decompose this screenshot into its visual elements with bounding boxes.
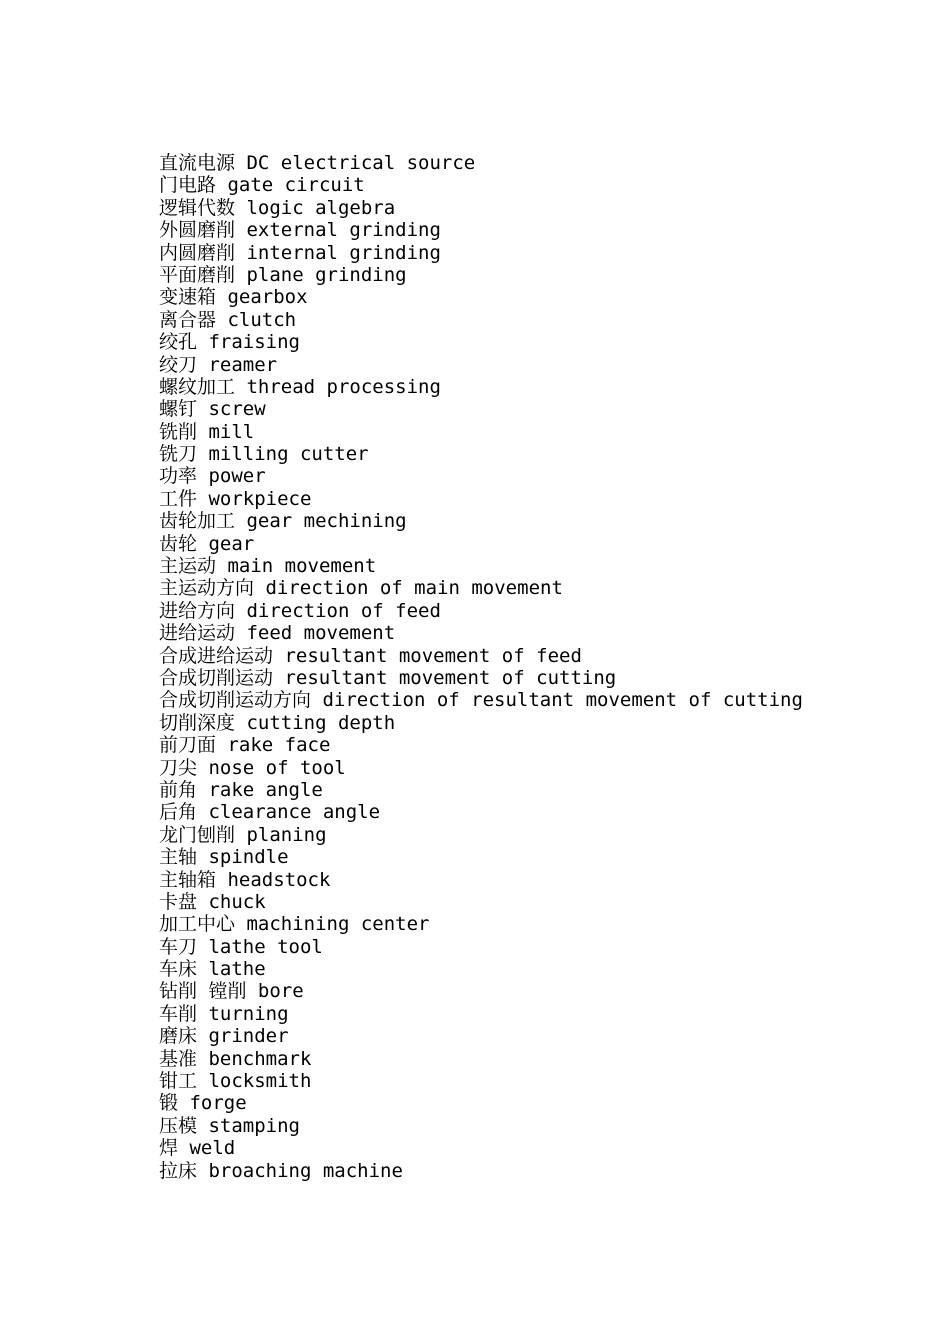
term-english: spindle [208, 846, 289, 869]
term-chinese: 铣削 [159, 420, 198, 443]
glossary-entry [159, 1160, 803, 1182]
glossary-entry [159, 801, 803, 823]
term-english: internal grinding [246, 241, 441, 264]
glossary-entry [159, 286, 803, 308]
glossary-entry [159, 645, 803, 667]
glossary-entry [159, 936, 803, 958]
term-chinese: 主运动 [159, 555, 217, 578]
term-chinese: 刀尖 [159, 756, 198, 779]
term-english: cutting depth [246, 711, 396, 734]
term-english: headstock [227, 868, 331, 891]
glossary-entry [159, 219, 803, 241]
glossary-entry [159, 712, 803, 734]
term-english: logic algebra [246, 196, 396, 219]
term-chinese: 进给运动 [159, 622, 236, 645]
glossary-entry [159, 689, 803, 711]
term-english: gearbox [227, 286, 308, 309]
term-chinese: 螺纹加工 [159, 375, 236, 398]
term-english: milling cutter [208, 443, 369, 466]
term-english: gear [208, 532, 255, 555]
glossary-entry [159, 1003, 803, 1025]
term-english: thread processing [246, 375, 441, 398]
term-chinese: 功率 [159, 465, 198, 488]
term-english: main movement [227, 555, 377, 578]
term-chinese: 离合器 [159, 308, 217, 331]
term-chinese: 车床 [159, 958, 198, 981]
term-chinese: 主轴箱 [159, 868, 217, 891]
glossary-entry [159, 869, 803, 891]
glossary-entry [159, 510, 803, 532]
glossary-entry [159, 1048, 803, 1070]
glossary-list [159, 152, 803, 1182]
term-english: fraising [208, 331, 300, 354]
term-english: nose of tool [208, 756, 346, 779]
term-english: power [208, 465, 266, 488]
term-english: workpiece [208, 487, 312, 510]
term-chinese: 前刀面 [159, 734, 217, 757]
term-chinese: 齿轮加工 [159, 510, 236, 533]
glossary-entry [159, 398, 803, 420]
term-chinese: 后角 [159, 801, 198, 824]
term-chinese: 卡盘 [159, 890, 198, 913]
term-english: forge [189, 1092, 247, 1115]
glossary-entry [159, 600, 803, 622]
term-english: gate circuit [227, 174, 365, 197]
term-english: rake face [227, 734, 331, 757]
glossary-entry [159, 577, 803, 599]
term-english: resultant movement of cutting [284, 666, 617, 689]
glossary-entry [159, 331, 803, 353]
term-chinese: 绞刀 [159, 353, 198, 376]
term-english: direction of resultant movement of cutting [322, 689, 803, 712]
term-english: planing [246, 823, 327, 846]
term-chinese: 加工中心 [159, 913, 236, 936]
term-chinese: 逻辑代数 [159, 196, 236, 219]
term-english: turning [208, 1002, 289, 1025]
term-chinese: 内圆磨削 [159, 241, 236, 264]
glossary-entry [159, 779, 803, 801]
term-english: external grinding [246, 219, 441, 242]
term-chinese: 合成切削运动 [159, 666, 274, 689]
term-english: benchmark [208, 1047, 312, 1070]
glossary-entry [159, 824, 803, 846]
glossary-entry [159, 1070, 803, 1092]
term-chinese: 工件 [159, 487, 198, 510]
glossary-entry [159, 958, 803, 980]
glossary-entry [159, 488, 803, 510]
term-english: rake angle [208, 778, 323, 801]
glossary-entry [159, 421, 803, 443]
term-chinese: 齿轮 [159, 532, 198, 555]
term-english: lathe [208, 958, 266, 981]
glossary-entry [159, 980, 803, 1002]
glossary-entry [159, 174, 803, 196]
term-chinese: 主轴 [159, 846, 198, 869]
term-chinese: 铣刀 [159, 443, 198, 466]
term-english: feed movement [246, 622, 396, 645]
glossary-entry [159, 1025, 803, 1047]
term-chinese: 直流电源 [159, 152, 236, 174]
term-english: mill [208, 420, 255, 443]
term-chinese: 前角 [159, 778, 198, 801]
term-chinese: 钳工 [159, 1070, 198, 1093]
term-english: plane grinding [246, 263, 407, 286]
term-chinese: 主运动方向 [159, 577, 255, 600]
glossary-entry [159, 197, 803, 219]
glossary-entry [159, 667, 803, 689]
term-chinese: 压模 [159, 1114, 198, 1137]
term-english: locksmith [208, 1070, 312, 1093]
term-english: broaching machine [208, 1159, 403, 1182]
glossary-entry [159, 264, 803, 286]
term-chinese: 基准 [159, 1047, 198, 1070]
term-chinese: 磨床 [159, 1025, 198, 1048]
term-english: resultant movement of feed [284, 644, 582, 667]
glossary-entry [159, 376, 803, 398]
glossary-entry [159, 757, 803, 779]
term-english: bore [257, 980, 304, 1003]
term-english: grinder [208, 1025, 289, 1048]
term-english: clearance angle [208, 801, 381, 824]
glossary-entry [159, 1137, 803, 1159]
term-chinese: 绞孔 [159, 331, 198, 354]
term-english: chuck [208, 890, 266, 913]
term-chinese: 拉床 [159, 1159, 198, 1182]
term-chinese: 钻削 镗削 [159, 980, 247, 1003]
term-english: stamping [208, 1114, 300, 1137]
glossary-entry [159, 533, 803, 555]
term-english: weld [189, 1137, 236, 1160]
glossary-entry [159, 846, 803, 868]
glossary-entry [159, 891, 803, 913]
term-chinese: 平面磨削 [159, 263, 236, 286]
term-chinese: 门电路 [159, 174, 217, 197]
glossary-entry [159, 622, 803, 644]
glossary-entry [159, 354, 803, 376]
term-english: screw [208, 398, 266, 421]
term-english: clutch [227, 308, 297, 331]
term-chinese: 龙门刨削 [159, 823, 236, 846]
term-chinese: 合成进给运动 [159, 644, 274, 667]
glossary-entry [159, 443, 803, 465]
glossary-entry [159, 734, 803, 756]
term-chinese: 螺钉 [159, 398, 198, 421]
term-english: reamer [208, 353, 278, 376]
glossary-entry [159, 309, 803, 331]
term-chinese: 外圆磨削 [159, 219, 236, 242]
glossary-entry [159, 555, 803, 577]
term-english: DC electrical source [246, 152, 476, 174]
term-chinese: 焊 [159, 1137, 179, 1160]
term-english: lathe tool [208, 935, 323, 958]
term-english: direction of main movement [265, 577, 563, 600]
term-chinese: 车刀 [159, 935, 198, 958]
term-english: machining center [246, 913, 430, 936]
glossary-entry [159, 1115, 803, 1137]
glossary-entry [159, 152, 803, 174]
glossary-entry [159, 465, 803, 487]
term-chinese: 合成切削运动方向 [159, 689, 312, 712]
term-chinese: 进给方向 [159, 599, 236, 622]
term-english: direction of feed [246, 599, 441, 622]
glossary-entry [159, 242, 803, 264]
term-chinese: 锻 [159, 1092, 179, 1115]
term-chinese: 变速箱 [159, 286, 217, 309]
glossary-entry [159, 913, 803, 935]
term-chinese: 切削深度 [159, 711, 236, 734]
glossary-entry [159, 1092, 803, 1114]
term-english: gear mechining [246, 510, 407, 533]
term-chinese: 车削 [159, 1002, 198, 1025]
